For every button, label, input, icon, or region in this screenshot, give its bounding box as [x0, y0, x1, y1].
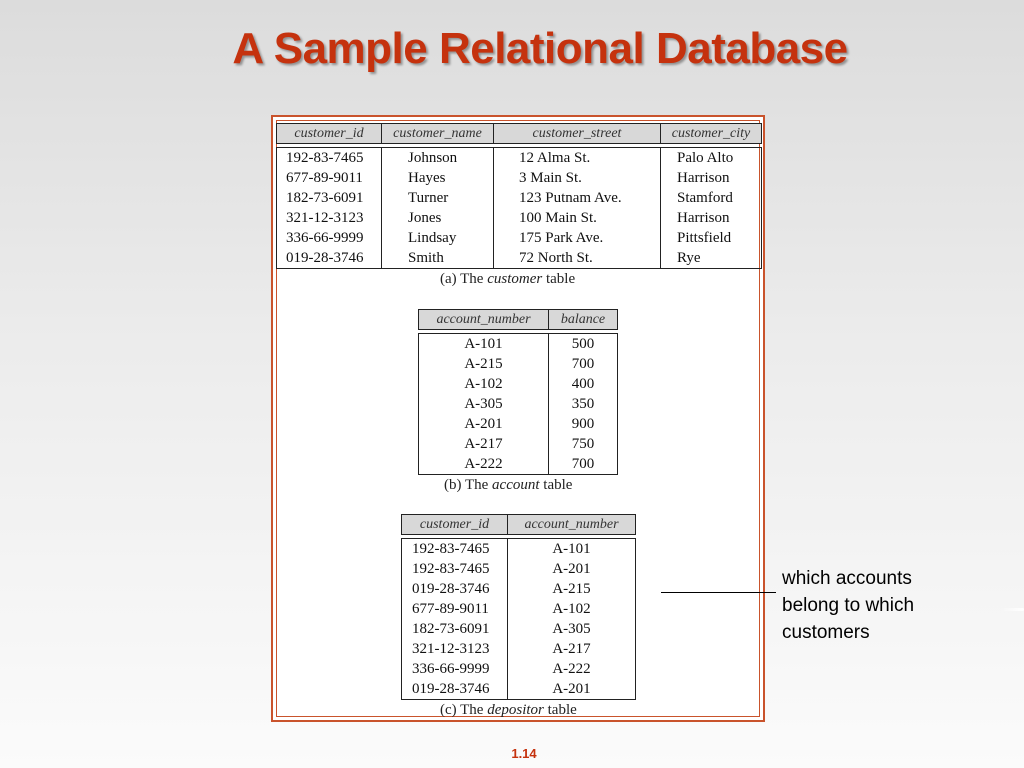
table-row	[401, 619, 636, 639]
table-cell: Hayes	[381, 168, 493, 188]
table-row	[276, 147, 762, 168]
table-row	[401, 599, 636, 619]
caption-table-name: account	[492, 477, 540, 493]
table-row	[276, 248, 762, 269]
account-table-caption	[444, 477, 572, 494]
table-row	[418, 394, 618, 414]
table-cell: 019-28-3746	[401, 579, 507, 599]
customer-table-body	[276, 147, 762, 269]
customer-table	[276, 123, 762, 269]
caption-suffix: table	[545, 271, 576, 287]
table-cell: Jones	[381, 208, 493, 228]
table-cell: A-101	[418, 333, 548, 354]
caption-table-name: depositor	[487, 702, 544, 718]
depositor-table-header-row	[401, 514, 636, 535]
table-cell: 677-89-9011	[401, 599, 507, 619]
table-row	[418, 414, 618, 434]
table-cell: A-305	[418, 394, 548, 414]
column-header: customer_name	[381, 123, 493, 144]
depositor-table-body	[401, 538, 636, 700]
table-row	[401, 559, 636, 579]
table-cell: A-215	[418, 354, 548, 374]
table-cell: 500	[548, 333, 618, 354]
table-cell: 192-83-7465	[276, 147, 381, 168]
table-row	[401, 659, 636, 679]
account-table-header-row	[418, 309, 618, 330]
table-cell: Johnson	[381, 147, 493, 168]
table-cell: 350	[548, 394, 618, 414]
table-cell: 182-73-6091	[276, 188, 381, 208]
table-cell: 019-28-3746	[401, 679, 507, 700]
column-header: customer_id	[276, 123, 381, 144]
table-cell: A-201	[507, 559, 636, 579]
table-row	[276, 228, 762, 248]
column-header: account_number	[507, 514, 636, 535]
table-row	[401, 639, 636, 659]
table-cell: 336-66-9999	[401, 659, 507, 679]
decorative-glint	[1000, 608, 1024, 611]
annotation-leader-line	[661, 592, 776, 593]
table-cell: A-201	[418, 414, 548, 434]
table-cell: 321-12-3123	[276, 208, 381, 228]
table-cell: Turner	[381, 188, 493, 208]
table-cell: Lindsay	[381, 228, 493, 248]
depositor-table	[401, 514, 636, 700]
table-row	[276, 188, 762, 208]
account-table	[418, 309, 618, 475]
table-cell: 019-28-3746	[276, 248, 381, 269]
caption-prefix: (b) The	[444, 477, 489, 493]
table-row	[276, 208, 762, 228]
annotation-line: belong to which	[782, 595, 915, 616]
table-cell: A-101	[507, 538, 636, 559]
account-table-body	[418, 333, 618, 475]
table-cell: Pittsfield	[660, 228, 762, 248]
table-cell: A-222	[507, 659, 636, 679]
customer-table-header-row	[276, 123, 762, 144]
table-cell: 700	[548, 354, 618, 374]
slide-title: A Sample Relational Database	[232, 24, 848, 73]
slide-number: 1.14	[511, 746, 537, 761]
table-row	[418, 333, 618, 354]
table-cell: 123 Putnam Ave.	[493, 188, 660, 208]
table-cell: A-215	[507, 579, 636, 599]
table-cell: 12 Alma St.	[493, 147, 660, 168]
column-header: account_number	[418, 309, 548, 330]
caption-suffix: table	[543, 477, 573, 493]
table-cell: 3 Main St.	[493, 168, 660, 188]
column-header: balance	[548, 309, 618, 330]
table-row	[418, 374, 618, 394]
table-cell: Smith	[381, 248, 493, 269]
table-cell: Rye	[660, 248, 762, 269]
table-cell: 336-66-9999	[276, 228, 381, 248]
table-cell: 677-89-9011	[276, 168, 381, 188]
caption-prefix: (c) The	[440, 702, 484, 718]
table-cell: 321-12-3123	[401, 639, 507, 659]
table-cell: 400	[548, 374, 618, 394]
table-row	[401, 679, 636, 700]
table-cell: 182-73-6091	[401, 619, 507, 639]
table-cell: A-201	[507, 679, 636, 700]
table-cell: Palo Alto	[660, 147, 762, 168]
table-row	[418, 454, 618, 475]
table-cell: 100 Main St.	[493, 208, 660, 228]
table-row	[401, 579, 636, 599]
table-cell: A-217	[507, 639, 636, 659]
depositor-table-caption	[440, 702, 577, 719]
table-cell: A-222	[418, 454, 548, 475]
table-row	[401, 538, 636, 559]
table-cell: 900	[548, 414, 618, 434]
customer-table-caption	[440, 271, 575, 288]
table-cell: 700	[548, 454, 618, 475]
table-cell: Stamford	[660, 188, 762, 208]
caption-table-name: customer	[487, 271, 543, 287]
table-cell: 192-83-7465	[401, 559, 507, 579]
table-cell: 750	[548, 434, 618, 454]
column-header: customer_id	[401, 514, 507, 535]
relational-database-figure	[271, 115, 765, 722]
table-row	[418, 354, 618, 374]
table-cell: A-217	[418, 434, 548, 454]
table-cell: 192-83-7465	[401, 538, 507, 559]
column-header: customer_street	[493, 123, 660, 144]
table-cell: 72 North St.	[493, 248, 660, 269]
table-cell: A-102	[418, 374, 548, 394]
table-row	[418, 434, 618, 454]
annotation-line: which accounts	[782, 568, 912, 589]
annotation-line: customers	[782, 622, 870, 643]
caption-suffix: table	[547, 702, 577, 718]
table-row	[276, 168, 762, 188]
table-cell: A-305	[507, 619, 636, 639]
table-cell: A-102	[507, 599, 636, 619]
annotation-note	[782, 565, 982, 646]
column-header: customer_city	[660, 123, 762, 144]
table-cell: Harrison	[660, 208, 762, 228]
table-cell: Harrison	[660, 168, 762, 188]
caption-prefix: (a) The	[440, 271, 484, 287]
table-cell: 175 Park Ave.	[493, 228, 660, 248]
